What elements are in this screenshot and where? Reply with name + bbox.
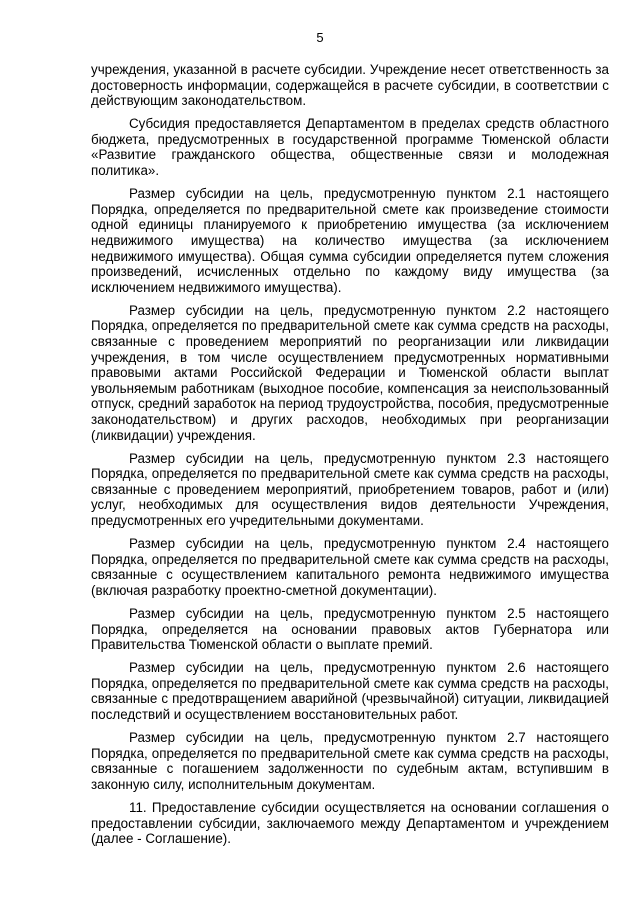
paragraph-point-2-4: Размер субсидии на цель, предусмотренную пунктом 2.4 настоящего Порядка, определяется по предварительной смете как сумма средств на расходы, связанные с осуществлением капитального ремонта недвижимого имущества (включая разработку проектно-сметной документации). bbox=[91, 536, 609, 598]
paragraph-point-2-7: Размер субсидии на цель, предусмотренную пунктом 2.7 настоящего Порядка, определяется по предварительной смете как сумма средств на расходы, связанные с погашением задолженности по судебным актам, вступившим в законную силу, исполнительным документам. bbox=[91, 730, 609, 792]
paragraph-item-11: 11. Предоставление субсидии осуществляется на основании соглашения о предоставлении субсидии, заключаемого между Департаментом и учреждением (далее - Соглашение). bbox=[91, 800, 609, 847]
paragraph-point-2-3: Размер субсидии на цель, предусмотренную пунктом 2.3 настоящего Порядка, определяется по предварительной смете как сумма средств на расходы, связанные с проведением мероприятий, приобретением товаров, работ и (или) услуг, необходимых для осуществления видов деятельности Учреждения, предусмотренных его учредительными документами. bbox=[91, 450, 609, 529]
paragraph-point-2-5: Размер субсидии на цель, предусмотренную пунктом 2.5 настоящего Порядка, определяется на основании правовых актов Губернатора или Правительства Тюменской области о выплате премий. bbox=[91, 606, 609, 653]
paragraph-point-2-2: Размер субсидии на цель, предусмотренную пунктом 2.2 настоящего Порядка, определяется по предварительной смете как сумма средств на расходы, связанные с проведением мероприятий по реорганизации или ликвидации учреждения, в том числе осуществлением предусмотренных нормативными правовыми актами Российской Федерации и Тюменской области выплат увольняемым работникам (выходное пособие, компенсация за неиспользованный отпуск, средний заработок на период трудоустройства, пособия, предусмотренные законодательством) и других расходов, необходимых при реорганизации (ликвидации) учреждения. bbox=[91, 302, 609, 443]
paragraph-subsidy-source: Субсидия предоставляется Департаментом в пределах средств областного бюджета, предусмотренных в государственной программе Тюменской области «Развитие гражданского общества, общественные связи и молодежная политика». bbox=[91, 116, 609, 179]
paragraph-continuation: учреждения, указанной в расчете субсидии. Учреждение несет ответственность за достоверность информации, содержащейся в расчете субсидии, в соответствии с действующим законодательством. bbox=[91, 62, 609, 109]
document-body bbox=[91, 62, 609, 854]
paragraph-point-2-1: Размер субсидии на цель, предусмотренную пунктом 2.1 настоящего Порядка, определяется по предварительной смете как произведение стоимости одной единицы планируемого к приобретению имущества (за исключением недвижимого имущества) на количество имущества (за исключением недвижимого имущества). Общая сумма субсидии определяется путем сложения произведений, исчисленных отдельно по каждому виду имущества (за исключением недвижимого имущества). bbox=[91, 186, 609, 295]
page-number: 5 bbox=[316, 30, 324, 45]
paragraph-point-2-6: Размер субсидии на цель, предусмотренную пунктом 2.6 настоящего Порядка, определяется по предварительной смете как сумма средств на расходы, связанные с предотвращением аварийной (чрезвычайной) ситуации, ликвидацией последствий и осуществлением восстановительных работ. bbox=[91, 660, 609, 723]
